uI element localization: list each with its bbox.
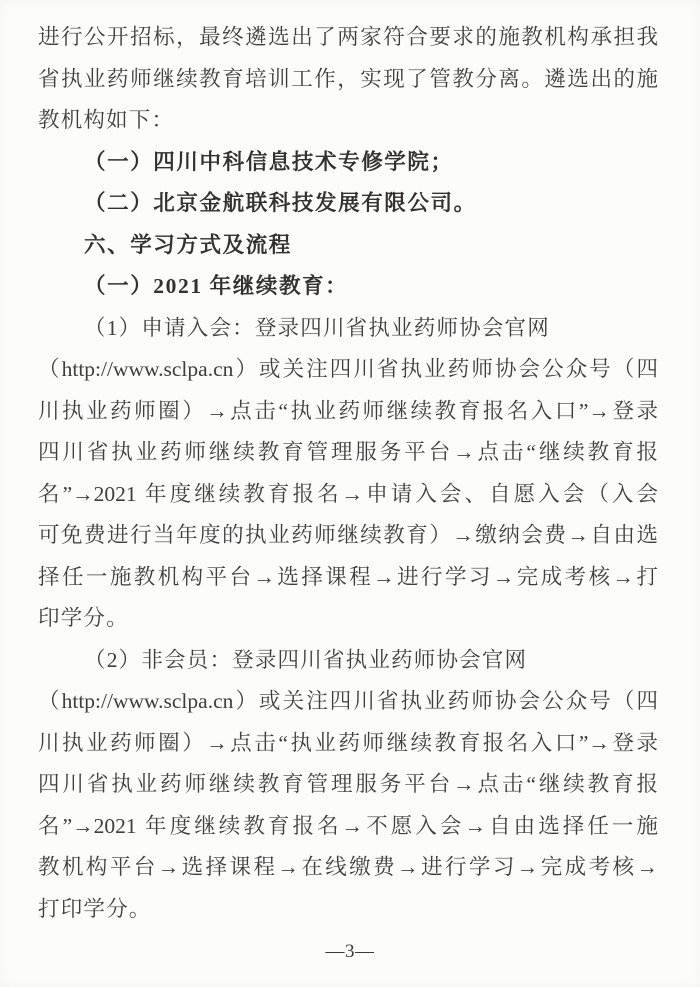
document-body <box>38 17 658 930</box>
subsection-heading: （一）2021 年继续教育： <box>84 274 349 298</box>
step-line: 择任一施教机构平台→选择课程→进行学习→完成考核→打 <box>38 564 658 589</box>
step-line: 川执业药师圈）→点击“执业药师继续教育报名入口”→登录 <box>38 730 658 755</box>
paragraph-line: 省执业药师继续教育培训工作，实现了管教分离。遴选出的施 <box>38 66 658 91</box>
step-line: 教机构平台→选择课程→在线缴费→进行学习→完成考核→ <box>38 855 658 879</box>
step-line: 打印学分。 <box>38 896 152 921</box>
step-line: 川执业药师圈）→点击“执业药师继续教育报名入口”→登录 <box>38 398 658 423</box>
step-line: 可免费进行当年度的执业药师继续教育）→缴纳会费→自由选 <box>38 523 658 547</box>
paragraph-line: 进行公开招标，最终遴选出了两家符合要求的施教机构承担我 <box>38 25 658 49</box>
org-item-1: （一）四川中科信息技术专修学院； <box>84 149 454 174</box>
step-line: 印学分。 <box>38 606 129 630</box>
step-line: 四川省执业药师继续教育管理服务平台→点击“继续教育报 <box>38 772 658 796</box>
step-line: 名”→2021 年度继续教育报名→不愿入会→自由选择任一施 <box>38 813 658 838</box>
section-heading: 六、学习方式及流程 <box>84 232 292 257</box>
step-line: （2）非会员：登录四川省执业药师协会官网 <box>84 647 528 672</box>
page-number: —3— <box>325 941 375 962</box>
step-line: （http://www.sclpa.cn）或关注四川省执业药师协会公众号（四 <box>38 689 658 713</box>
org-item-2: （二）北京金航联科技发展有限公司。 <box>84 191 477 215</box>
step-line: （1）申请入会：登录四川省执业药师协会官网 <box>84 315 550 340</box>
paragraph-line: 教机构如下： <box>38 108 175 132</box>
step-line: （http://www.sclpa.cn）或关注四川省执业药师协会公众号（四 <box>38 357 658 381</box>
step-line: 四川省执业药师继续教育管理服务平台→点击“继续教育报 <box>38 440 658 464</box>
step-line: 名”→2021 年度继续教育报名→申请入会、自愿入会（入会 <box>38 481 658 506</box>
